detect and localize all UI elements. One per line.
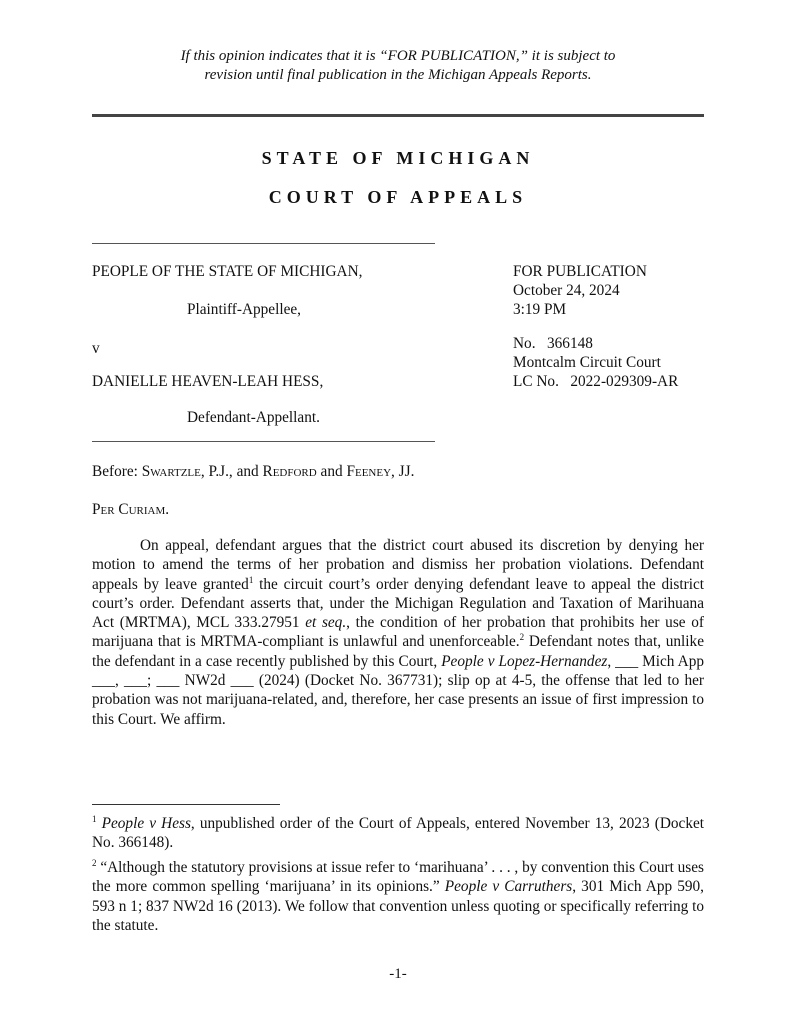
publication-notice-line-1: If this opinion indicates that it is “FOR PUBLICATION,” it is subject to bbox=[180, 48, 616, 64]
footnote-ref-1: 1 bbox=[248, 574, 254, 585]
plaintiff-role: Plaintiff-Appellee, bbox=[187, 301, 301, 318]
header-divider bbox=[92, 114, 704, 117]
docket-number: No. 366148 bbox=[513, 335, 593, 352]
caption-bottom-rule bbox=[92, 441, 435, 442]
state-heading: STATE OF MICHIGAN bbox=[261, 148, 535, 168]
per-curiam: Per Curiam. bbox=[92, 501, 170, 518]
decision-time: 3:19 PM bbox=[513, 301, 567, 318]
page-number: -1- bbox=[389, 966, 407, 982]
defendant-name: DANIELLE HEAVEN-LEAH HESS, bbox=[92, 373, 324, 390]
panel-line: Before: Swartzle, P.J., and Redford and Feeney, JJ. bbox=[92, 463, 415, 480]
lower-court-number: LC No. 2022-029309-AR bbox=[513, 373, 679, 390]
versus: v bbox=[92, 340, 100, 357]
publication-status: FOR PUBLICATION bbox=[513, 263, 647, 280]
footnote-2: $^2$ “Although the statutory provisions at issue refer to ‘marihuana’ . . . , by convention this Court uses the more common spelling ‘marijuana’ in its opinions.” People v Carruthers, 301 Mich App 590, 593 n 1; 837 NW2d 16 (2013). We follow that convention unless quoting or specifically referring to the statute. bbox=[92, 857, 704, 934]
footnote-separator bbox=[92, 804, 280, 805]
opinion-paragraph: On appeal, defendant argues that the district court abused its discretion by denying her motion to amend the terms of her probation and dismiss her probation violations. Defendant appeals by leave granted$^1$ the circuit court’s order denying defendant leave to appeal the district court’s order. Defendant asserts that, under the Michigan Regulation and Taxation of Marihuana Act (MRTMA), MCL 333.27951 et seq., the condition of her probation that prohibits her use of marijuana that is MRTMA-compliant is unlawful and unenforceable.$^2$ Defendant notes that, unlike the defendant in a case recently published by this Court, People v Lopez-Hernandez, ___ Mich App ___, ___; ___ NW2d ___ (2024) (Docket No. 367731); slip op at 4-5, the offense that led to her probation was not marijuana-related, and, therefore, her case presents an issue of first impression to this Court. We affirm. bbox=[92, 537, 704, 728]
publication-notice-line-2: revision until final publication in the Michigan Appeals Reports. bbox=[204, 67, 592, 83]
footnote-ref-2: 2 bbox=[519, 632, 525, 643]
lower-court: Montcalm Circuit Court bbox=[513, 354, 661, 371]
defendant-role: Defendant-Appellant. bbox=[187, 409, 320, 426]
court-heading: COURT OF APPEALS bbox=[268, 187, 528, 207]
footnote-1: $^1$ People v Hess, unpublished order of the Court of Appeals, entered November 13, 2023 (Docket No. 366148). bbox=[92, 813, 705, 852]
plaintiff-name: PEOPLE OF THE STATE OF MICHIGAN, bbox=[92, 263, 363, 280]
caption-top-rule bbox=[92, 243, 435, 244]
decision-date: October 24, 2024 bbox=[513, 282, 620, 299]
